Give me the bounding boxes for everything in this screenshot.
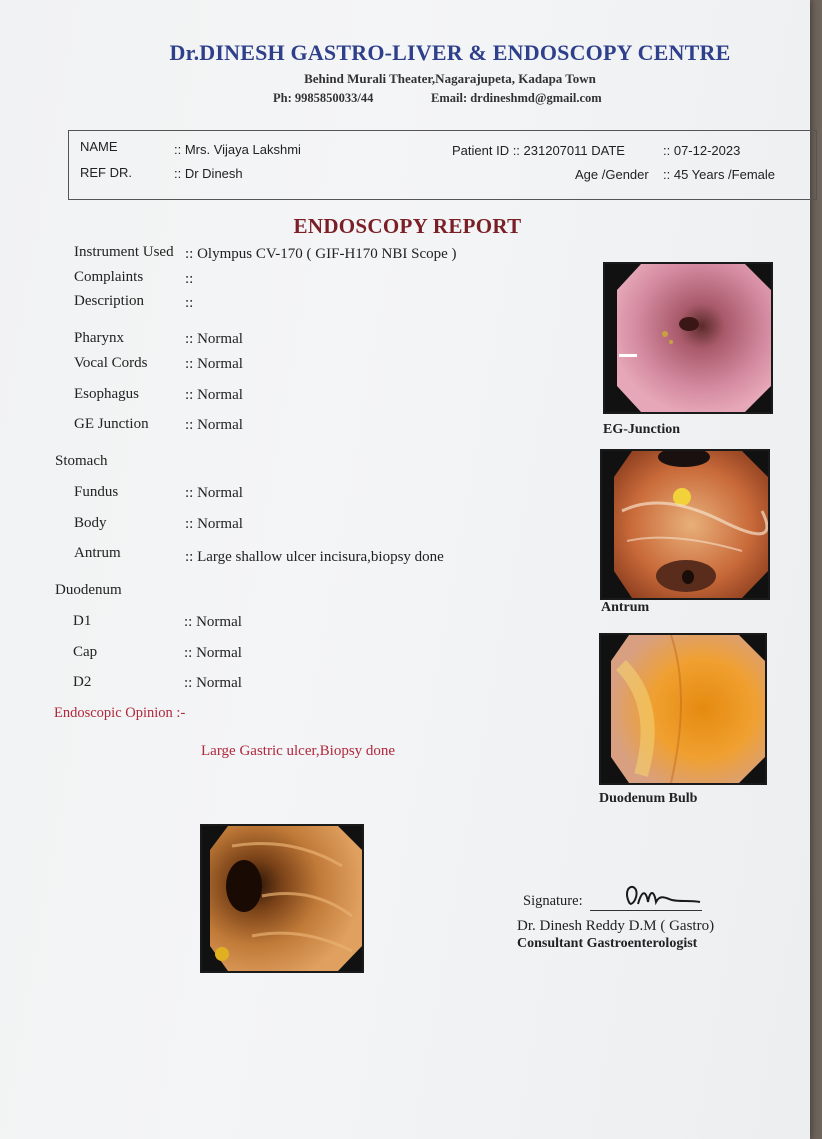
eg-junction-image	[603, 262, 773, 414]
ref-dr-value: :: Dr Dinesh	[174, 166, 243, 181]
finding-value: :: Normal	[185, 417, 243, 433]
image-caption: Duodenum Bulb	[599, 791, 698, 806]
signature-line	[590, 910, 702, 911]
complaints-label: Complaints	[74, 269, 144, 285]
finding-label: Vocal Cords	[74, 355, 148, 371]
image-caption: Antrum	[601, 600, 650, 615]
stomach-label: Fundus	[74, 484, 119, 500]
image-caption: EG-Junction	[603, 422, 681, 437]
duodenum-heading: Duodenum	[55, 582, 122, 598]
report-date: :: 07-12-2023	[663, 143, 741, 158]
duodenum-label: D2	[73, 674, 92, 690]
antrum-image	[600, 449, 770, 600]
instrument-value: :: Olympus CV-170 ( GIF-H170 NBI Scope )	[185, 246, 457, 262]
clinic-name: Dr.DINESH GASTRO-LIVER & ENDOSCOPY CENTRE	[169, 40, 731, 65]
description-sep: ::	[185, 295, 194, 311]
doctor-name: Dr. Dinesh Reddy D.M ( Gastro)	[517, 918, 715, 934]
opinion-text: Large Gastric ulcer,Biopsy done	[201, 743, 396, 759]
name-value: :: Mrs. Vijaya Lakshmi	[174, 142, 301, 157]
finding-value: :: Normal	[185, 331, 243, 347]
age-gender-label: Age /Gender	[575, 167, 649, 182]
duodenum-value: :: Normal	[184, 645, 242, 661]
stomach-heading: Stomach	[55, 453, 108, 469]
stomach-value: :: Normal	[185, 485, 243, 501]
age-gender-value: :: 45 Years /Female	[663, 167, 776, 182]
finding-label: Pharynx	[74, 330, 124, 346]
duodenum-d2-image	[200, 824, 364, 973]
duodenum-bulb-image	[599, 633, 767, 785]
finding-value: :: Normal	[185, 387, 243, 403]
opinion-label: Endoscopic Opinion :-	[54, 705, 186, 721]
doctor-designation: Consultant Gastroenterologist	[517, 936, 698, 951]
patient-info-box	[68, 130, 817, 200]
duodenum-label: D1	[73, 613, 92, 629]
name-label: NAME	[80, 139, 118, 154]
handwritten-signature	[620, 880, 710, 910]
finding-value: :: Normal	[185, 356, 243, 372]
patient-id: Patient ID :: 231207011 DATE	[452, 143, 625, 158]
signature-label: Signature:	[523, 893, 583, 909]
duodenum-value: :: Normal	[184, 675, 242, 691]
finding-label: Esophagus	[74, 386, 139, 402]
clinic-phone: Ph: 9985850033/44	[273, 91, 374, 105]
clinic-address: Behind Murali Theater,Nagarajupeta, Kadapa Town	[304, 71, 596, 86]
finding-label: GE Junction	[74, 416, 149, 432]
report-title: ENDOSCOPY REPORT	[293, 214, 522, 238]
stomach-value: :: Normal	[185, 516, 243, 532]
complaints-sep: ::	[185, 271, 194, 287]
ref-dr-label: REF DR.	[80, 165, 132, 180]
duodenum-label: Cap	[73, 644, 98, 660]
duodenum-value: :: Normal	[184, 614, 242, 630]
stomach-value: :: Large shallow ulcer incisura,biopsy done	[185, 549, 444, 565]
clinic-email: Email: drdineshmd@gmail.com	[431, 91, 602, 105]
stomach-label: Antrum	[74, 545, 121, 561]
description-label: Description	[74, 293, 144, 309]
instrument-label: Instrument Used	[74, 244, 174, 260]
stomach-label: Body	[74, 515, 107, 531]
